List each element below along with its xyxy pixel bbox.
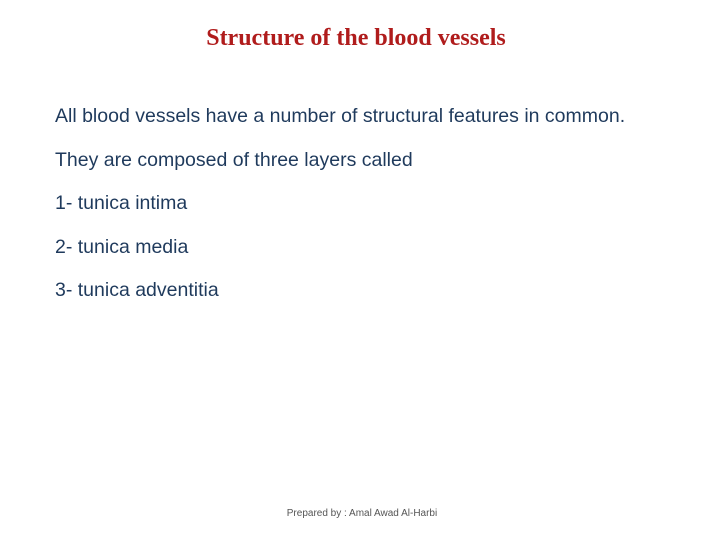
body-line-intro: All blood vessels have a number of structural features in common. bbox=[55, 105, 626, 127]
slide-title: Structure of the blood vessels bbox=[206, 25, 506, 51]
footer-credit: Prepared by : Amal Awad Al-Harbi bbox=[286, 508, 438, 519]
list-item-tunica-media: 2- tunica media bbox=[55, 235, 189, 258]
list-item-tunica-intima: 1- tunica intima bbox=[55, 192, 188, 214]
list-item-tunica-adventitia: 3- tunica adventitia bbox=[55, 279, 219, 301]
slide-footer bbox=[0, 508, 720, 519]
body-line-layers: They are composed of three layers called bbox=[55, 148, 413, 171]
slide-body bbox=[55, 98, 720, 316]
